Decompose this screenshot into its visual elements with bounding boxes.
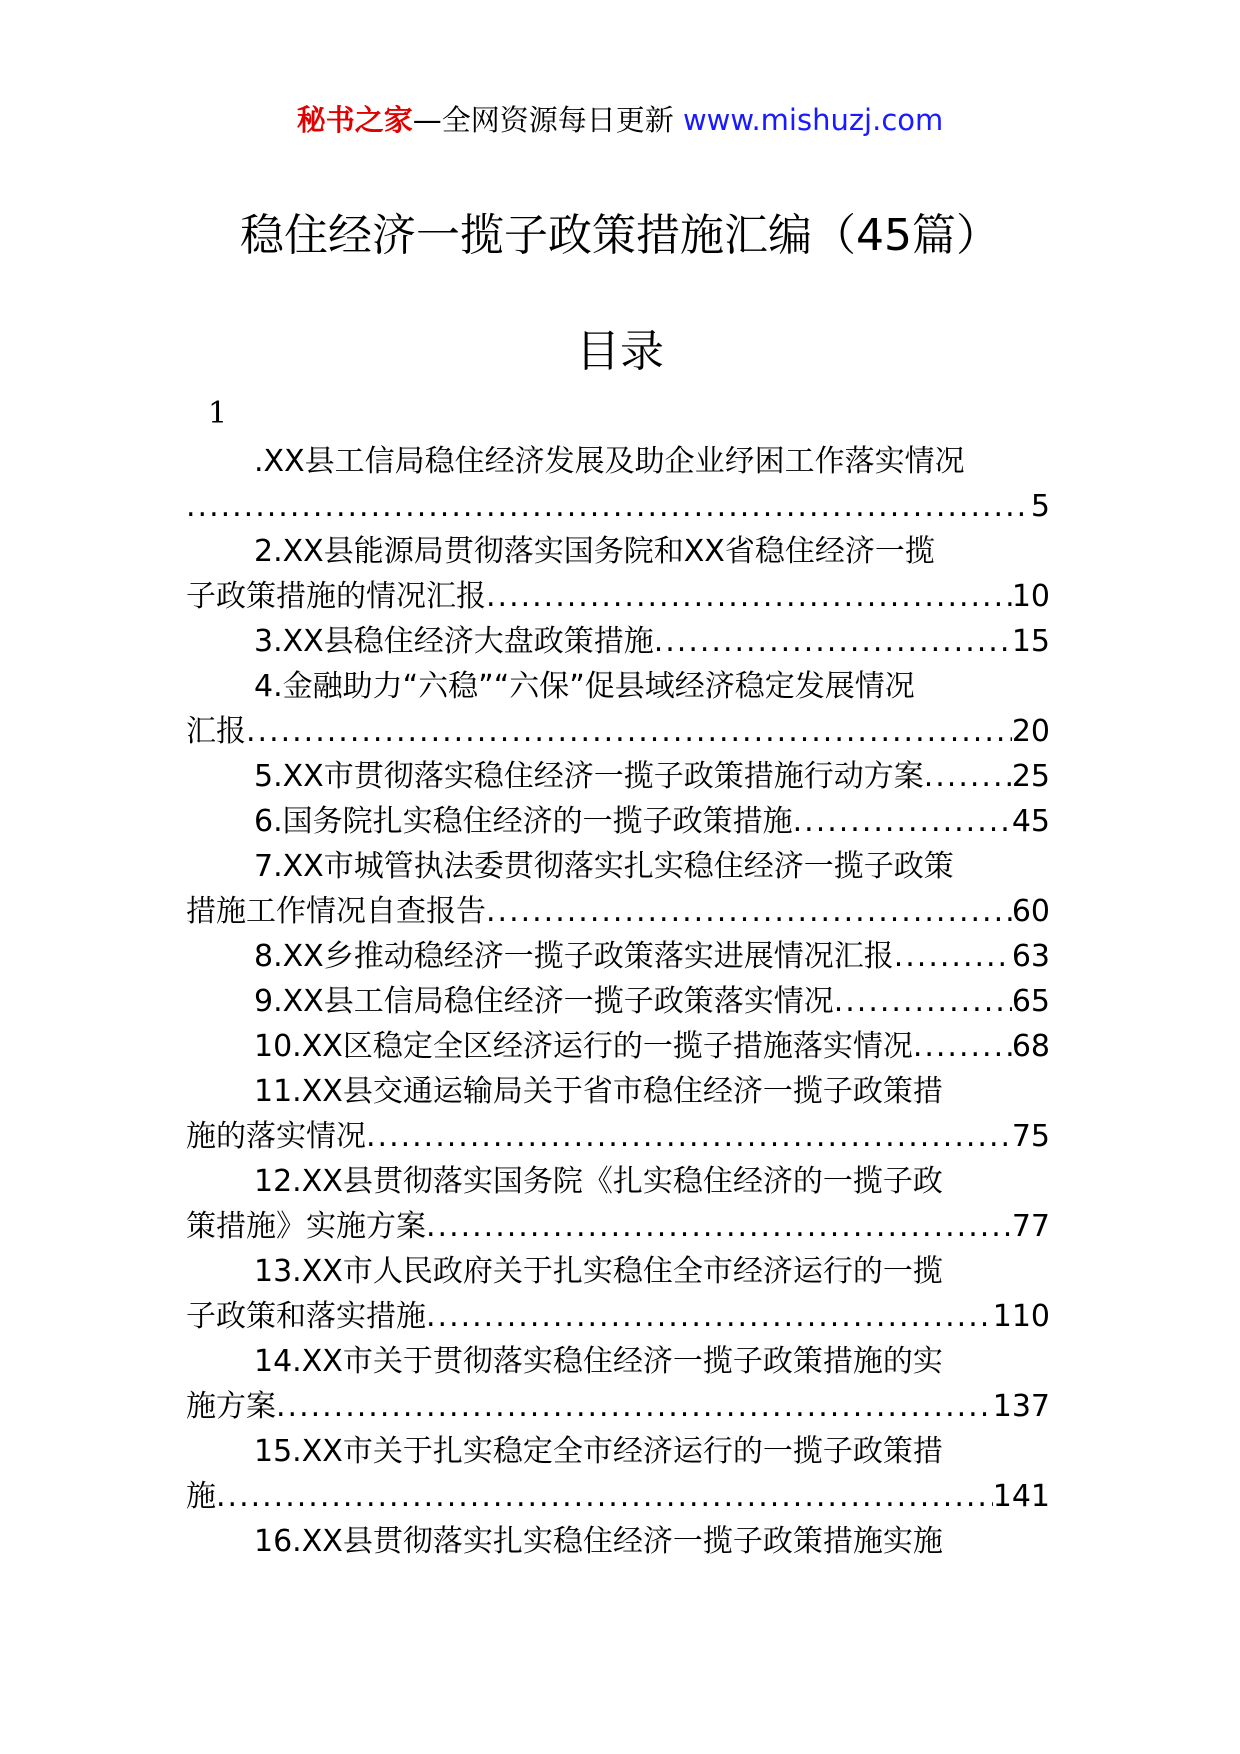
toc-entry-title-cont: 施方案 [186, 1389, 276, 1424]
document-title: 稳住经济一揽子政策措施汇编（45篇） [240, 210, 1000, 261]
toc-entry-title-cont: 子政策措施的情况汇报 [186, 579, 486, 614]
toc-leader-dots [486, 889, 1012, 934]
toc-leader-dots [276, 1384, 993, 1429]
toc-entry-line [186, 529, 1050, 574]
toc-entry-title: 11.XX县交通运输局关于省市稳住经济一揽子政策措 [254, 1074, 943, 1109]
toc-entry-line [186, 574, 1050, 619]
toc-entry-line [186, 709, 1050, 754]
toc-entry-title: 4.金融助力“六稳”“六保”促县域经济稳定发展情况 [254, 669, 915, 704]
toc-entry[interactable] [186, 1069, 1050, 1159]
toc-entry-title: 7.XX市城管执法委贯彻落实扎实稳住经济一揽子政策 [254, 849, 954, 884]
toc-entry-line [186, 484, 1050, 529]
toc-entry-line [186, 1024, 1050, 1069]
toc-entry-title: 9.XX县工信局稳住经济一揽子政策落实情况 [254, 984, 834, 1019]
toc-entry-line [186, 1204, 1050, 1249]
toc-page-number: 63 [1011, 939, 1050, 974]
toc-entry[interactable] [186, 754, 1050, 799]
toc-leader-dots [793, 799, 1012, 844]
toc-entry-title: 3.XX县稳住经济大盘政策措施 [254, 624, 654, 659]
toc-entry-line [186, 1384, 1050, 1429]
toc-entry-line [186, 844, 1050, 889]
site-url-link[interactable]: www.mishuzj.com [682, 103, 944, 137]
toc-entry-line [186, 799, 1050, 844]
toc-page-number: 45 [1011, 804, 1050, 839]
toc-entry-line [186, 1294, 1050, 1339]
toc-page-number: 75 [1011, 1119, 1050, 1154]
brand-name: 秘书之家 [296, 103, 413, 137]
toc-entry-line [186, 1429, 1050, 1474]
toc-entry-title-cont: 子政策和落实措施 [186, 1299, 426, 1334]
toc-entry-title-cont: 施的落实情况 [186, 1119, 366, 1154]
stray-number: 1 [208, 396, 228, 431]
toc-entry-title: 6.国务院扎实稳住经济的一揽子政策措施 [254, 804, 793, 839]
toc-leader-dots [366, 1114, 1012, 1159]
toc-page-number: 60 [1011, 894, 1050, 929]
toc-leader-dots [426, 1204, 1012, 1249]
toc-entry[interactable] [186, 664, 1050, 754]
toc-entry-line [186, 439, 1050, 484]
toc-entry-title: .XX县工信局稳住经济发展及助企业纾困工作落实情况 [254, 444, 965, 479]
toc-entry-line [186, 1474, 1050, 1519]
toc-entry[interactable] [186, 1024, 1050, 1069]
toc-entry-title: 13.XX市人民政府关于扎实稳住全市经济运行的一揽 [254, 1254, 943, 1289]
table-of-contents [186, 439, 1050, 1564]
toc-entry[interactable] [186, 1249, 1050, 1339]
toc-entry-title: 2.XX县能源局贯彻落实国务院和XX省稳住经济一揽 [254, 534, 935, 569]
toc-entry[interactable] [186, 1159, 1050, 1249]
toc-leader-dots [426, 1294, 993, 1339]
toc-entry-line [186, 1339, 1050, 1384]
toc-entry-line [186, 1069, 1050, 1114]
toc-entry[interactable] [186, 529, 1050, 619]
toc-entry[interactable] [186, 799, 1050, 844]
toc-entry[interactable] [186, 844, 1050, 934]
toc-entry-line [186, 619, 1050, 664]
toc-entry[interactable] [186, 619, 1050, 664]
toc-page-number: 137 [992, 1389, 1050, 1424]
toc-entry-title: 10.XX区稳定全区经济运行的一揽子措施落实情况 [254, 1029, 913, 1064]
toc-entry-line [186, 1249, 1050, 1294]
toc-leader-dots [913, 1024, 1012, 1069]
toc-leader-dots [834, 979, 1012, 1024]
toc-entry-title: 12.XX县贯彻落实国务院《扎实稳住经济的一揽子政 [254, 1164, 943, 1199]
toc-page-number: 110 [992, 1299, 1050, 1334]
toc-entry-line [186, 934, 1050, 979]
toc-leader-dots [216, 1474, 993, 1519]
toc-entry[interactable] [186, 1519, 1050, 1564]
toc-entry-line [186, 889, 1050, 934]
toc-entry[interactable] [186, 979, 1050, 1024]
toc-page-number: 68 [1011, 1029, 1050, 1064]
toc-entry-title-cont: 措施工作情况自查报告 [186, 894, 486, 929]
toc-entry-title: 5.XX市贯彻落实稳住经济一揽子政策措施行动方案 [254, 759, 924, 794]
toc-entry-title-cont: 施 [186, 1479, 216, 1514]
toc-leader-dots [186, 484, 1031, 529]
toc-entry[interactable] [186, 934, 1050, 979]
toc-entry-line [186, 664, 1050, 709]
toc-entry[interactable] [186, 439, 1050, 529]
toc-entry-title: 14.XX市关于贯彻落实稳住经济一揽子政策措施的实 [254, 1344, 943, 1379]
site-header [0, 100, 1240, 140]
toc-page-number: 77 [1011, 1209, 1050, 1244]
toc-entry-title: 16.XX县贯彻落实扎实稳住经济一揽子政策措施实施 [254, 1524, 943, 1559]
toc-leader-dots [924, 754, 1012, 799]
toc-page-number: 10 [1011, 579, 1050, 614]
toc-page-number: 5 [1030, 489, 1050, 524]
toc-entry-title: 15.XX市关于扎实稳定全市经济运行的一揽子政策措 [254, 1434, 943, 1469]
toc-leader-dots [654, 619, 1012, 664]
toc-leader-dots [894, 934, 1012, 979]
toc-entry[interactable] [186, 1429, 1050, 1519]
toc-page-number: 20 [1011, 714, 1050, 749]
toc-entry-line [186, 1159, 1050, 1204]
toc-page-number: 65 [1011, 984, 1050, 1019]
toc-entry-line [186, 979, 1050, 1024]
toc-page-number: 15 [1011, 624, 1050, 659]
toc-page-number: 25 [1011, 759, 1050, 794]
toc-leader-dots [246, 709, 1012, 754]
toc-entry[interactable] [186, 1339, 1050, 1429]
toc-entry-title-cont: 汇报 [186, 714, 246, 749]
toc-entry-title-cont: 策措施》实施方案 [186, 1209, 426, 1244]
toc-entry-title: 8.XX乡推动稳经济一揽子政策落实进展情况汇报 [254, 939, 894, 974]
toc-entry-line [186, 1114, 1050, 1159]
header-slogan: —全网资源每日更新 [412, 103, 674, 137]
toc-heading: 目录 [576, 326, 664, 377]
toc-entry-line [186, 1519, 1050, 1564]
toc-leader-dots [486, 574, 1012, 619]
toc-entry-line [186, 754, 1050, 799]
toc-page-number: 141 [992, 1479, 1050, 1514]
